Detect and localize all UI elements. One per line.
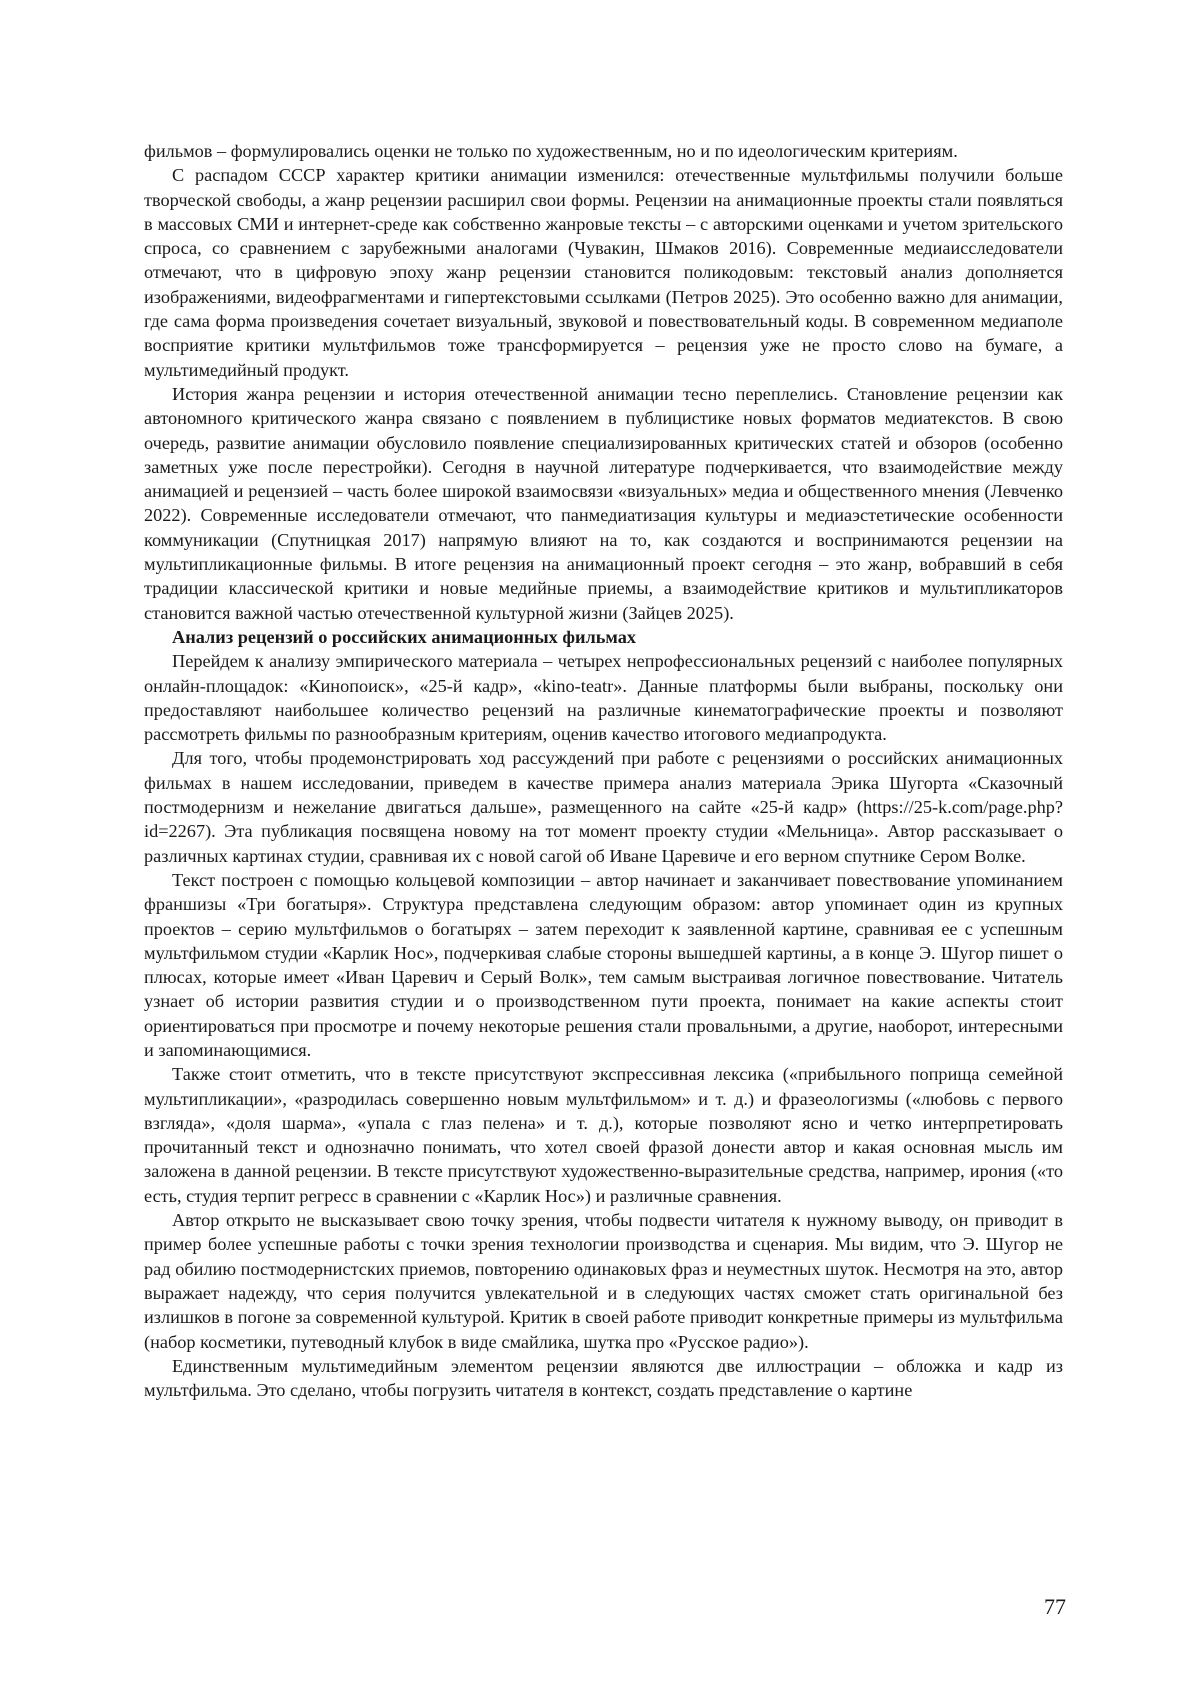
paragraph-author-viewpoint: Автор открыто не высказывает свою точку зрения, чтобы подвести читателя к нужному выводу, он приводит в пример более успешные работы с точки зрения технологии производства и сценария. Мы видим, что Э. Шугор не рад обилию постмодернистских приемов, повторению одинаковых фраз и неуместных шуток. Несмотря на это, автор выражает надежду, что серия получится увлекательной и в следующих частях сможет стать оригинальной без излишков в погоне за современной культурой. Критик в своей работе приводит конкретные примеры из мультфильма (набор косметики, путеводный клубок в виде смайлика, шутка про «Русское радио»).	[144, 1210, 1063, 1352]
page-body	[144, 139, 1063, 1402]
paragraph-continuation: фильмов – формулировались оценки не только по художественным, но и по идеологическим критериям.	[144, 141, 958, 161]
paragraph-ussr-collapse: С распадом СССР характер критики анимации изменился: отечественные мультфильмы получили больше творческой свободы, а жанр рецензии расширил свои формы. Рецензии на анимационные проекты стали появляться в массовых СМИ и интернет-среде как собственно жанровые тексты – с авторскими оценками и учетом зрительского спроса, со сравнением с зарубежными аналогами (Чувакин, Шмаков 2016). Современные медиаисследователи отмечают, что в цифровую эпоху жанр рецензии становится поликодовым: текстовый анализ дополняется изображениями, видеофрагментами и гипертекстовыми ссылками (Петров 2025). Это особенно важно для анимации, где сама форма произведения сочетает визуальный, звуковой и повествовательный коды. В современном медиаполе восприятие критики мультфильмов тоже трансформируется – рецензия уже не просто слово на бумаге, а мультимедийный продукт.	[144, 165, 1063, 380]
section-heading: Анализ рецензий о российских анимационных фильмах	[172, 626, 637, 647]
page-number: 77	[1044, 1594, 1066, 1619]
paragraph-empirical-material: Перейдем к анализу эмпирического материала – четырех непрофессиональных рецензий с наиболее популярных онлайн-площадок: «Кинопоиск», «25-й кадр», «kino-teatr». Данные платформы были выбраны, поскольку они предоставляют наибольшее количество рецензий на различные кинематографические проекты и позволяют рассмотреть фильмы по разнообразным критериям, оценив качество итогового медиапродукта.	[144, 651, 1063, 745]
paragraph-example-review: Для того, чтобы продемонстрировать ход рассуждений при работе с рецензиями о российских анимационных фильмах в нашем исследовании, приведем в качестве примера анализ материала Эрика Шугорта «Сказочный постмодернизм и нежелание двигаться дальше», размещенного на сайте «25-й кадр» (https://25-k.com/page.php?id=2267). Эта публикация посвящена новому на тот момент проекту студии «Мельница». Автор рассказывает о различных картинах студии, сравнивая их с новой сагой об Иване Царевиче и его верном спутнике Сером Волке.	[144, 748, 1063, 866]
paragraph-multimedia-element: Единственным мультимедийным элементом рецензии являются две иллюстрации – обложка и кадр из мультфильма. Это сделано, чтобы погрузить читателя в контекст, создать представление о картине	[144, 1355, 1063, 1401]
paragraph-genre-history: История жанра рецензии и история отечественной анимации тесно переплелись. Становление рецензии как автономного критического жанра связано с появлением в публицистике новых форматов медиатекстов. В свою очередь, развитие анимации обусловило появление специализированных критических статей и обзоров (особенно заметных уже после перестройки). Сегодня в научной литературе подчеркивается, что взаимодействие между анимацией и рецензией – часть более широкой взаимосвязи «визуальных» медиа и общественного мнения (Левченко 2022). Современные исследователи отмечают, что панмедиатизация культуры и медиаэстетические особенности коммуникации (Спутницкая 2017) напрямую влияют на то, как создаются и воспринимаются рецензии на мультипликационные фильмы. В итоге рецензия на анимационный проект сегодня – это жанр, вобравший в себя традиции классической критики и новые медийные приемы, а взаимодействие критиков и мультипликаторов становится важной частью отечественной культурной жизни (Зайцев 2025).	[144, 383, 1063, 623]
paragraph-ring-composition: Текст построен с помощью кольцевой композиции – автор начинает и заканчивает повествование упоминанием франшизы «Три богатыря». Структура представлена следующим образом: автор упоминает один из крупных проектов – серию мультфильмов о богатырях – затем переходит к заявленной картине, сравнивая ее с успешным мультфильмом студии «Карлик Нос», подчеркивая слабые стороны вышедшей картины, а в конце Э. Шугор пишет о плюсах, которые имеет «Иван Царевич и Серый Волк», тем самым выстраивая логичное повествование. Читатель узнает об истории развития студии и о производственном пути проекта, понимает на какие аспекты стоит ориентироваться при просмотре и почему некоторые решения стали провальными, а другие, наоборот, интересными и запоминающимися.	[144, 869, 1063, 1060]
paragraph-expressive-lexicon: Также стоит отметить, что в тексте присутствуют экспрессивная лексика («прибыльного поприща семейной мультипликации», «разродилась совершенно новым мультфильмом» и т. д.) и фразеологизмы («любовь с первого взгляда», «доля шарма», «упала с глаз пелена» и т. д.), которые позволяют ясно и четко интерпретировать прочитанный текст и однозначно понимать, что хотел своей фразой донести автор и какая основная мысль им заложена в данной рецензии. В тексте присутствуют художественно-выразительные средства, например, ирония («то есть, студия терпит регресс в сравнении с «Карлик Нос») и различные сравнения.	[144, 1064, 1063, 1206]
